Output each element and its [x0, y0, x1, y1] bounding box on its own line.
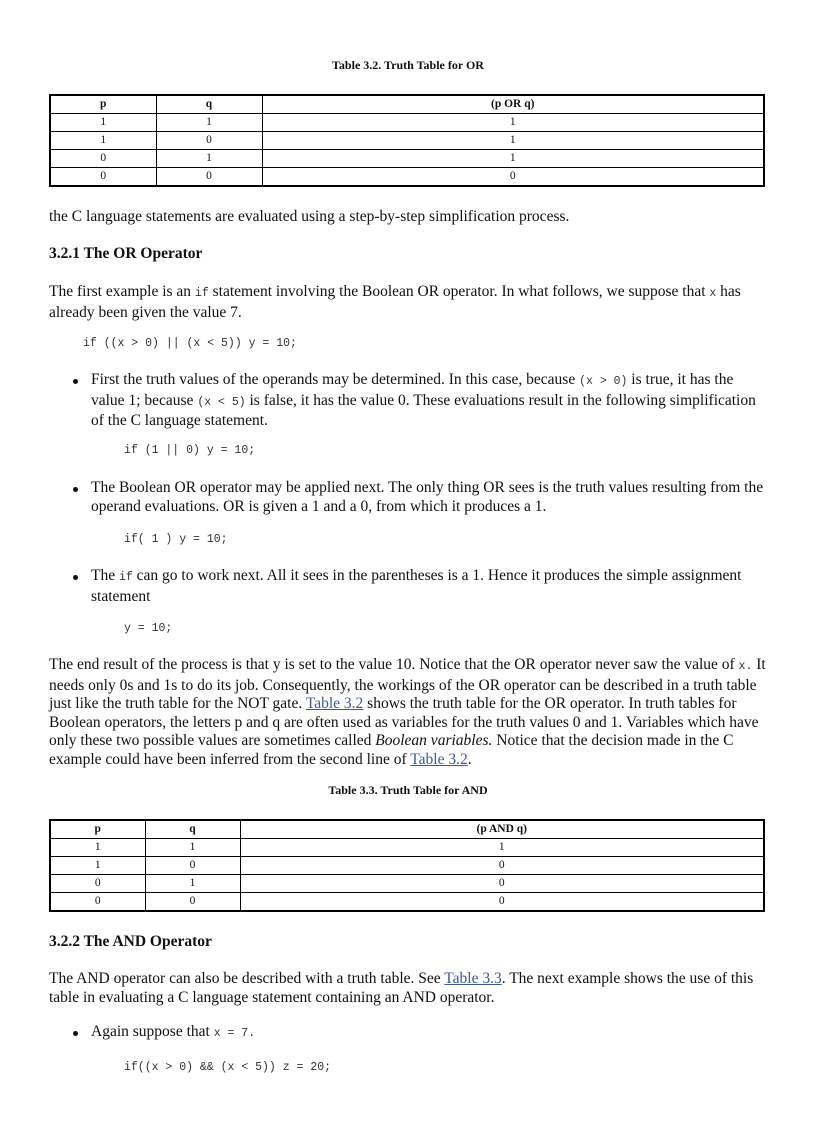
text-run: is true, it has the value 1; because [91, 371, 734, 409]
table-row [50, 114, 764, 132]
intro-paragraph: the C language statements are evaluated using a step-by-step simplification process. [49, 208, 570, 225]
table-or [49, 94, 765, 187]
code-block: if( 1 ) y = 10; [124, 533, 228, 546]
list-item [91, 1023, 767, 1044]
table-3-3-link[interactable]: Table 3.3 [444, 970, 502, 987]
table-cell: 0 [50, 875, 145, 893]
code-block: if ((x > 0) || (x < 5)) y = 10; [83, 337, 297, 350]
table-3-2-link[interactable]: Table 3.2 [410, 750, 468, 768]
bullet-icon [73, 1031, 78, 1036]
or-paragraph-2 [49, 656, 767, 769]
emphasis-text: Boolean variables. [375, 732, 493, 749]
and-paragraph-1 [49, 970, 767, 1007]
or-paragraph-1 [49, 283, 767, 322]
inline-code: if [194, 287, 209, 300]
table-row [50, 150, 764, 168]
code-block: y = 10; [124, 622, 173, 635]
text-run: . [467, 750, 472, 768]
text-run: The first example is an [49, 283, 195, 300]
column-header: q [156, 95, 262, 114]
table-and [49, 819, 765, 912]
table-cell: 0 [156, 168, 262, 187]
table-cell: 1 [156, 150, 262, 168]
table-cell: 1 [240, 839, 764, 857]
code-block: if (1 || 0) y = 10; [124, 444, 256, 457]
text-run: It needs only 0s and 1s to do its job. Consequently, the workings of the OR operator can be described in a truth table just like the truth table for the NOT gate. [49, 656, 766, 712]
column-header: q [145, 820, 240, 839]
inline-code: (x > 0) [579, 375, 628, 388]
table-row [50, 857, 764, 875]
table-or-caption: Table 3.2. Truth Table for OR [332, 58, 484, 72]
inline-code: x. [738, 660, 753, 673]
table-cell: 0 [50, 893, 145, 912]
column-header: (p OR q) [262, 95, 764, 114]
column-header: p [50, 95, 156, 114]
text-run: has already been given the value 7. [49, 283, 741, 321]
table-header-row [50, 95, 764, 114]
table-cell: 0 [50, 168, 156, 187]
table-cell: 1 [50, 839, 145, 857]
column-header: p [50, 820, 145, 839]
table-row [50, 168, 764, 187]
table-cell: 0 [50, 150, 156, 168]
bullet-icon [73, 575, 78, 580]
text-run: The end result of the process is that y is set to the value 10. Notice that the OR operator never saw the value of [49, 656, 739, 673]
table-row [50, 132, 764, 150]
table-cell: 0 [240, 893, 764, 912]
table-row [50, 839, 764, 857]
table-cell: 0 [262, 168, 764, 187]
list-item [91, 371, 767, 431]
text-run: The AND operator can also be described with a truth table. See [49, 970, 445, 987]
text-run: is false, it has the value 0. These evaluations result in the following simplification of the C language statement. [91, 391, 756, 429]
table-cell: 1 [50, 132, 156, 150]
column-header: (p AND q) [240, 820, 764, 839]
code-block: if((x > 0) && (x < 5)) z = 20; [124, 1061, 332, 1074]
table-and-caption: Table 3.3. Truth Table for AND [328, 783, 488, 797]
table-cell: 0 [240, 875, 764, 893]
section-heading-or: 3.2.1 The OR Operator [49, 245, 203, 262]
table-header-row [50, 820, 764, 839]
table-cell: 1 [262, 132, 764, 150]
inline-code: (x < 5) [197, 395, 246, 409]
text-run: Again suppose that [91, 1023, 214, 1040]
table-row [50, 875, 764, 893]
list-item [91, 567, 767, 606]
table-cell: 1 [262, 150, 764, 168]
section-heading-and: 3.2.2 The AND Operator [49, 933, 212, 950]
table-cell: 1 [50, 857, 145, 875]
text-run: . The next example shows the use of this table in evaluating a C language statement containing an AND operator. [49, 970, 754, 1006]
table-cell: 1 [50, 114, 156, 132]
table-cell: 0 [240, 857, 764, 875]
inline-code: x = 7. [213, 1027, 256, 1040]
inline-code: if [118, 571, 133, 584]
table-cell: 1 [156, 114, 262, 132]
text-run: Notice that the decision made in the C example could have been inferred from the second line of [49, 732, 734, 768]
table-cell: 1 [145, 839, 240, 857]
table-cell: 1 [262, 114, 764, 132]
table-3-2-link[interactable]: Table 3.2 [305, 695, 364, 712]
text-run: First the truth values of the operands may be determined. In this case, because [91, 371, 580, 388]
table-cell: 0 [156, 132, 262, 150]
inline-code: x [709, 287, 717, 300]
text-run: statement involving the Boolean OR operator. In what follows, we suppose that [208, 283, 710, 300]
list-item: The Boolean OR operator may be applied next. The only thing OR sees is the truth values resulting from the operand evaluations. OR is given a 1 and a 0, from which it produces a 1. [91, 479, 764, 515]
bullet-icon [73, 487, 78, 492]
text-run: shows the truth table for the OR operator. In truth tables for Boolean operators, the letters p and q are often used as variables for the truth values 0 and 1. Variables which have only these two possible values are sometimes called [49, 695, 759, 749]
bullet-icon [73, 379, 78, 384]
text-run: can go to work next. All it sees in the parentheses is a 1. Hence it produces the simple assignment statement [91, 567, 742, 605]
table-cell: 0 [145, 857, 240, 875]
table-cell: 1 [145, 875, 240, 893]
table-row [50, 893, 764, 912]
table-cell: 0 [145, 893, 240, 912]
text-run: The [91, 567, 119, 584]
